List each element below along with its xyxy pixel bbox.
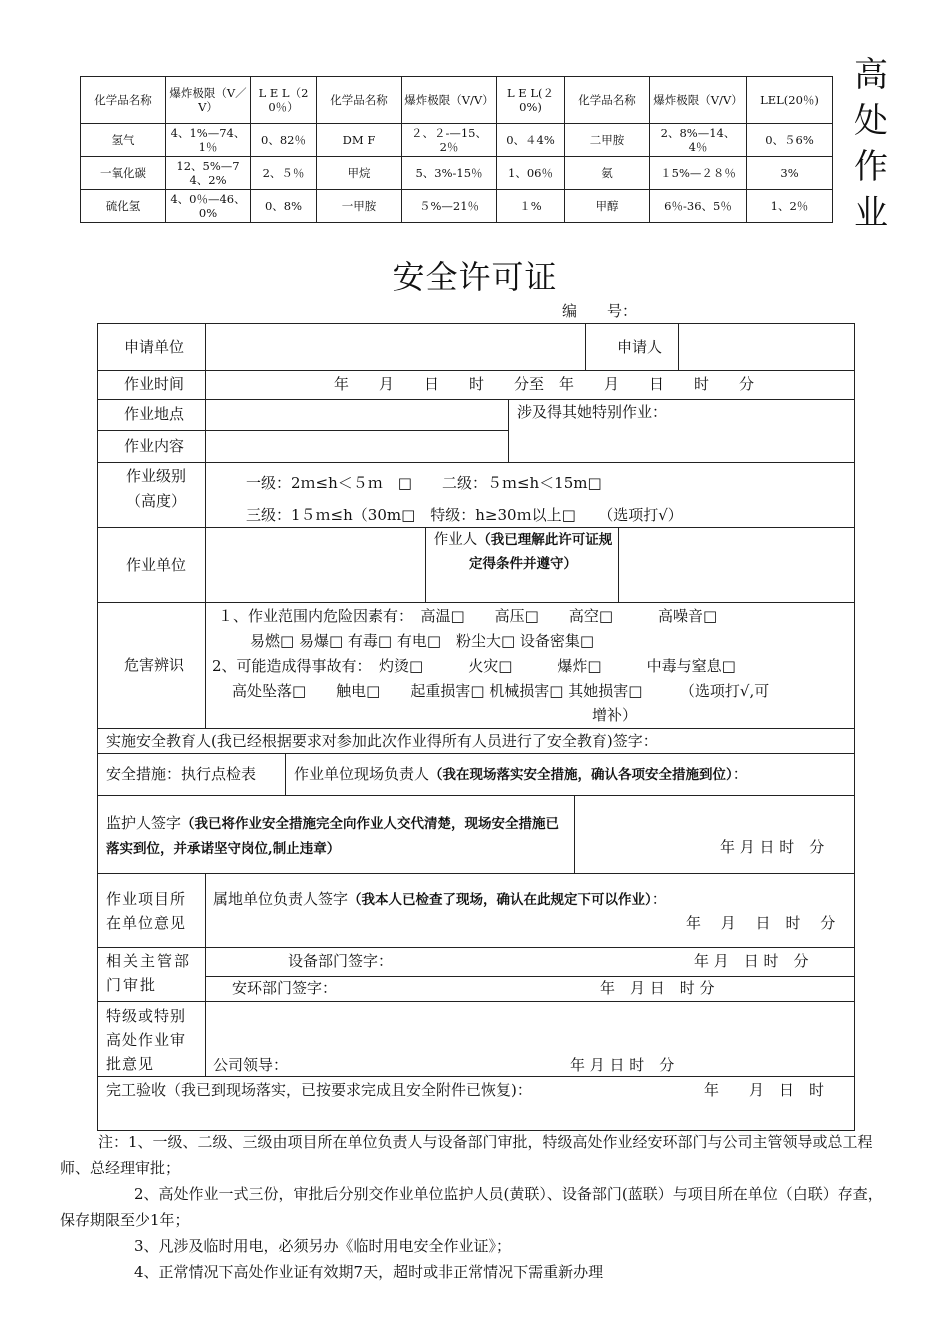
- site-leader-label[interactable]: [294, 762, 748, 787]
- chem-header: 化学品名称: [565, 77, 650, 124]
- table-cell: 氨: [565, 157, 650, 190]
- table-cell: ５%—21％: [402, 190, 497, 223]
- table-cell: 6％-36、5％: [650, 190, 747, 223]
- chem-header: 爆炸极限（V／V）: [166, 77, 251, 124]
- work-unit-field[interactable]: [208, 529, 423, 599]
- table-cell: 1、06％: [497, 157, 565, 190]
- work-place-label: 作业地点: [124, 405, 185, 423]
- guardian-signature-label: [106, 811, 568, 861]
- level-options-line2[interactable]: 三级：1５ｍ≤h（30m□ 特级：h≥30ｍ以上□ （选项打√）: [246, 506, 683, 524]
- table-cell: 4、1%—74、1％: [166, 124, 251, 157]
- table-row: [81, 124, 833, 157]
- project-unit-opinion-label: 作业项目所在单位意见: [106, 890, 187, 932]
- guardian-date[interactable]: 年 月 日 时 分: [720, 838, 825, 856]
- guardian-text: 监护人签字: [106, 814, 182, 832]
- table-cell: 3%: [747, 157, 833, 190]
- table-cell: １5%—２８％: [650, 157, 747, 190]
- table-cell: 4、0％—46、0%: [166, 190, 251, 223]
- completion-date[interactable]: 年 月 日 时: [704, 1081, 825, 1099]
- work-place-field[interactable]: [208, 401, 506, 429]
- chemical-limits-table: [80, 76, 833, 223]
- table-cell: 一氧化碳: [81, 157, 166, 190]
- dept-approval-label: 相关主管部门审批: [106, 952, 192, 994]
- worker-note: （我已理解此许可证规定得条件并遵守）: [469, 532, 613, 572]
- equipment-dept-date[interactable]: 年 月 日 时 分: [694, 952, 809, 970]
- chem-header: 爆炸极限（V/V）: [650, 77, 747, 124]
- table-cell: 12、5%—74、2%: [166, 157, 251, 190]
- note-4: 4、正常情况下高处作业证有效期7天，超时或非正常情况下需重新办理: [134, 1263, 604, 1281]
- table-cell: １%: [497, 190, 565, 223]
- table-cell: 硫化氢: [81, 190, 166, 223]
- vertical-title-char: 作: [854, 147, 888, 187]
- local-leader-label[interactable]: [213, 887, 667, 912]
- vertical-title-char: 处: [854, 101, 888, 141]
- chem-header: LEL(20％): [747, 77, 833, 124]
- applicant-field[interactable]: [681, 326, 851, 368]
- table-cell: 0、8%: [251, 190, 317, 223]
- applicant-unit-label: 申请单位: [124, 338, 185, 356]
- company-leader-signature[interactable]: 公司领导：: [213, 1056, 289, 1074]
- table-cell: DM F: [317, 124, 402, 157]
- applicant-unit-field[interactable]: [208, 326, 582, 368]
- hazard-line-5: 增补）: [592, 706, 638, 724]
- table-row: [81, 190, 833, 223]
- page-title: 安全许可证: [392, 258, 558, 296]
- applicant-label: 申请人: [617, 338, 663, 356]
- permit-form: [97, 323, 855, 1131]
- note-2: 2、高处作业一式三份，审批后分别交作业单位监护人员(黄联）、设备部门(蓝联）与项目所在单位（白联）存查，保存期限至少1年；: [60, 1185, 883, 1229]
- table-row: [81, 157, 833, 190]
- hazard-line-1[interactable]: １、作业范围内危险因素有： 高温□ 高压□ 高空□ 高噪音□: [218, 607, 718, 625]
- note-3: 3、凡涉及临时用电，必须另办《临时用电安全作业证》；: [134, 1237, 512, 1255]
- table-cell: 甲醇: [565, 190, 650, 223]
- level-options-line1[interactable]: 一级：2ｍ≤h＜５ｍ □ 二级：５ｍ≤h＜15m□: [246, 474, 602, 492]
- completion-acceptance[interactable]: 完工验收（我已到现场落实，已按要求完成且安全附件已恢复)：: [106, 1081, 532, 1099]
- table-cell: 0、５6%: [747, 124, 833, 157]
- chem-header: 化学品名称: [81, 77, 166, 124]
- chem-header: 爆炸极限（V/V）: [402, 77, 497, 124]
- chem-header: L E L（20％）: [251, 77, 317, 124]
- note-1: 注：1、一级、二级、三级由项目所在单位负责人与设备部门审批，特级高处作业经安环部门与公司主管领导或总工程师、总经理审批；: [60, 1133, 873, 1177]
- work-content-label: 作业内容: [124, 437, 185, 455]
- site-leader-text: 作业单位现场负责人: [294, 765, 430, 783]
- site-leader-note: （我在现场落实安全措施，确认各项安全措施到位）: [429, 767, 733, 783]
- work-time-label: 作业时间: [124, 375, 185, 393]
- chem-header-row: [81, 77, 833, 124]
- table-cell: 5、3%-15％: [402, 157, 497, 190]
- table-cell: 0、82％: [251, 124, 317, 157]
- env-dept-date[interactable]: 年 月 日 时 分: [600, 979, 715, 997]
- worker-label: [432, 528, 614, 576]
- work-time-field[interactable]: 年 月 日 时 分至 年 月 日 时 分: [334, 375, 755, 393]
- table-cell: 2、8%—14、4％: [650, 124, 747, 157]
- chem-header: L E L(２0%): [497, 77, 565, 124]
- work-content-field[interactable]: [208, 432, 506, 460]
- hazard-line-3[interactable]: 2、可能造成得事故有： 灼烫□ 火灾□ 爆炸□ 中毒与窒息□: [212, 657, 736, 675]
- chem-header: 化学品名称: [317, 77, 402, 124]
- local-leader-text: 属地单位负责人签字: [213, 890, 349, 908]
- serial-number-label[interactable]: 编 号：: [562, 302, 638, 320]
- site-leader-colon: ：: [732, 765, 748, 783]
- table-cell: 二甲胺: [565, 124, 650, 157]
- table-cell: ２、２-—15、2％: [402, 124, 497, 157]
- table-cell: 甲烷: [317, 157, 402, 190]
- education-signature[interactable]: 实施安全教育人(我已经根据要求对参加此次作业得所有人员进行了安全教育)签字：: [106, 732, 658, 750]
- equipment-dept-signature[interactable]: 设备部门签字：: [288, 952, 394, 970]
- hazard-line-2[interactable]: 易燃□ 易爆□ 有毒□ 有电□ 粉尘大□ 设备密集□: [250, 632, 595, 650]
- work-level-label: 作业级别: [126, 467, 187, 485]
- table-cell: 0、４4%: [497, 124, 565, 157]
- special-work-label[interactable]: 涉及得其她特别作业：: [517, 403, 668, 421]
- guardian-note: （我已将作业安全措施完全向作业人交代清楚，现场安全措施已落实到位，并承诺坚守岗位,制止违章）: [106, 816, 560, 857]
- worker-label-text: 作业人: [433, 532, 478, 548]
- table-cell: 2、５％: [251, 157, 317, 190]
- worker-signature-field[interactable]: [621, 529, 851, 599]
- env-dept-signature[interactable]: 安环部门签字：: [232, 979, 338, 997]
- table-cell: 1、2％: [747, 190, 833, 223]
- hazard-line-4[interactable]: 高处坠落□ 触电□ 起重损害□ 机械损害□ 其她损害□ （选项打√,可: [232, 682, 770, 700]
- work-unit-label: 作业单位: [126, 556, 187, 574]
- local-leader-date[interactable]: 年 月 日 时 分: [686, 914, 836, 932]
- table-cell: 氢气: [81, 124, 166, 157]
- vertical-title-char: 高: [854, 55, 888, 95]
- work-level-sub-label: （高度）: [126, 492, 187, 510]
- vertical-title: [850, 52, 892, 236]
- hazard-label: 危害辨识: [124, 656, 185, 674]
- special-approval-label: 特级或特别高处作业审批意见: [106, 1007, 187, 1073]
- table-cell: 一甲胺: [317, 190, 402, 223]
- local-leader-note: （我本人已检查了现场，确认在此规定下可以作业）: [348, 892, 652, 908]
- vertical-title-char: 业: [854, 193, 888, 233]
- company-leader-date[interactable]: 年 月 日 时 分: [570, 1056, 675, 1074]
- local-leader-colon: ：: [651, 890, 667, 908]
- safety-measures-label: 安全措施：执行点检表: [106, 765, 257, 783]
